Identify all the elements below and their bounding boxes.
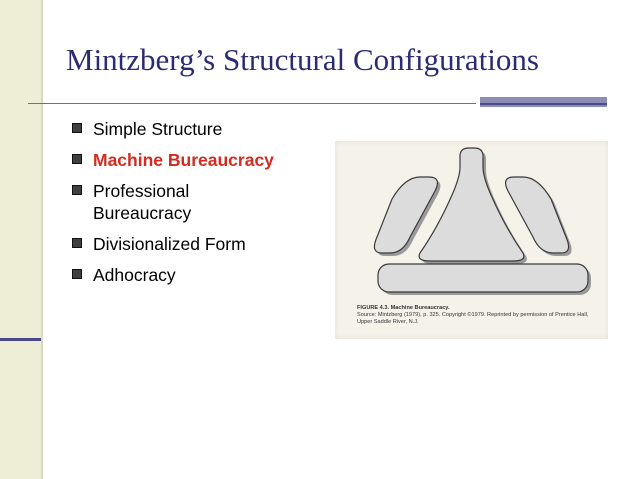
bullet-label: Adhocracy — [93, 265, 176, 285]
caption-header — [357, 305, 602, 312]
left-band-shadow — [41, 0, 43, 479]
caption-source-2: Upper Saddle River, N.J. — [357, 319, 419, 325]
figure-caption — [357, 305, 602, 326]
square-bullet-icon — [72, 185, 82, 195]
caption-title: Machine Bureaucracy. — [390, 305, 450, 311]
bullet-list — [72, 118, 274, 295]
bullet-label: Machine Bureaucracy — [93, 150, 274, 170]
square-bullet-icon — [72, 269, 82, 279]
slide-title: Mintzberg’s Structural Configurations — [66, 42, 539, 77]
bullet-label: Professional Bureaucracy — [93, 181, 192, 223]
bullet-item-professional-bureaucracy — [72, 180, 253, 224]
bullet-item-machine-bureaucracy — [72, 149, 274, 171]
strategic-apex-and-middle-line-shape — [419, 148, 524, 261]
machine-bureaucracy-figure — [335, 141, 608, 339]
bullet-item-divisionalized-form — [72, 233, 274, 255]
title-accent-rule — [480, 103, 607, 105]
square-bullet-icon — [72, 123, 82, 133]
bullet-item-simple-structure — [72, 118, 274, 140]
bullet-label: Simple Structure — [93, 119, 223, 139]
title-accent-bar — [480, 97, 607, 107]
bullet-item-adhocracy — [72, 264, 274, 286]
square-bullet-icon — [72, 238, 82, 248]
caption-source: Source: Mintzberg (1979), p. 325. Copyright ©1979. Reprinted by permission of Prentice Hall, — [357, 312, 589, 318]
square-bullet-icon — [72, 154, 82, 164]
bullet-label: Divisionalized Form — [93, 234, 246, 254]
title-underline — [28, 103, 476, 104]
left-band-mark — [0, 338, 41, 341]
caption-number: FIGURE 4.3. — [357, 305, 390, 311]
operating-core-shape — [378, 264, 588, 292]
left-decorative-band — [0, 0, 41, 479]
